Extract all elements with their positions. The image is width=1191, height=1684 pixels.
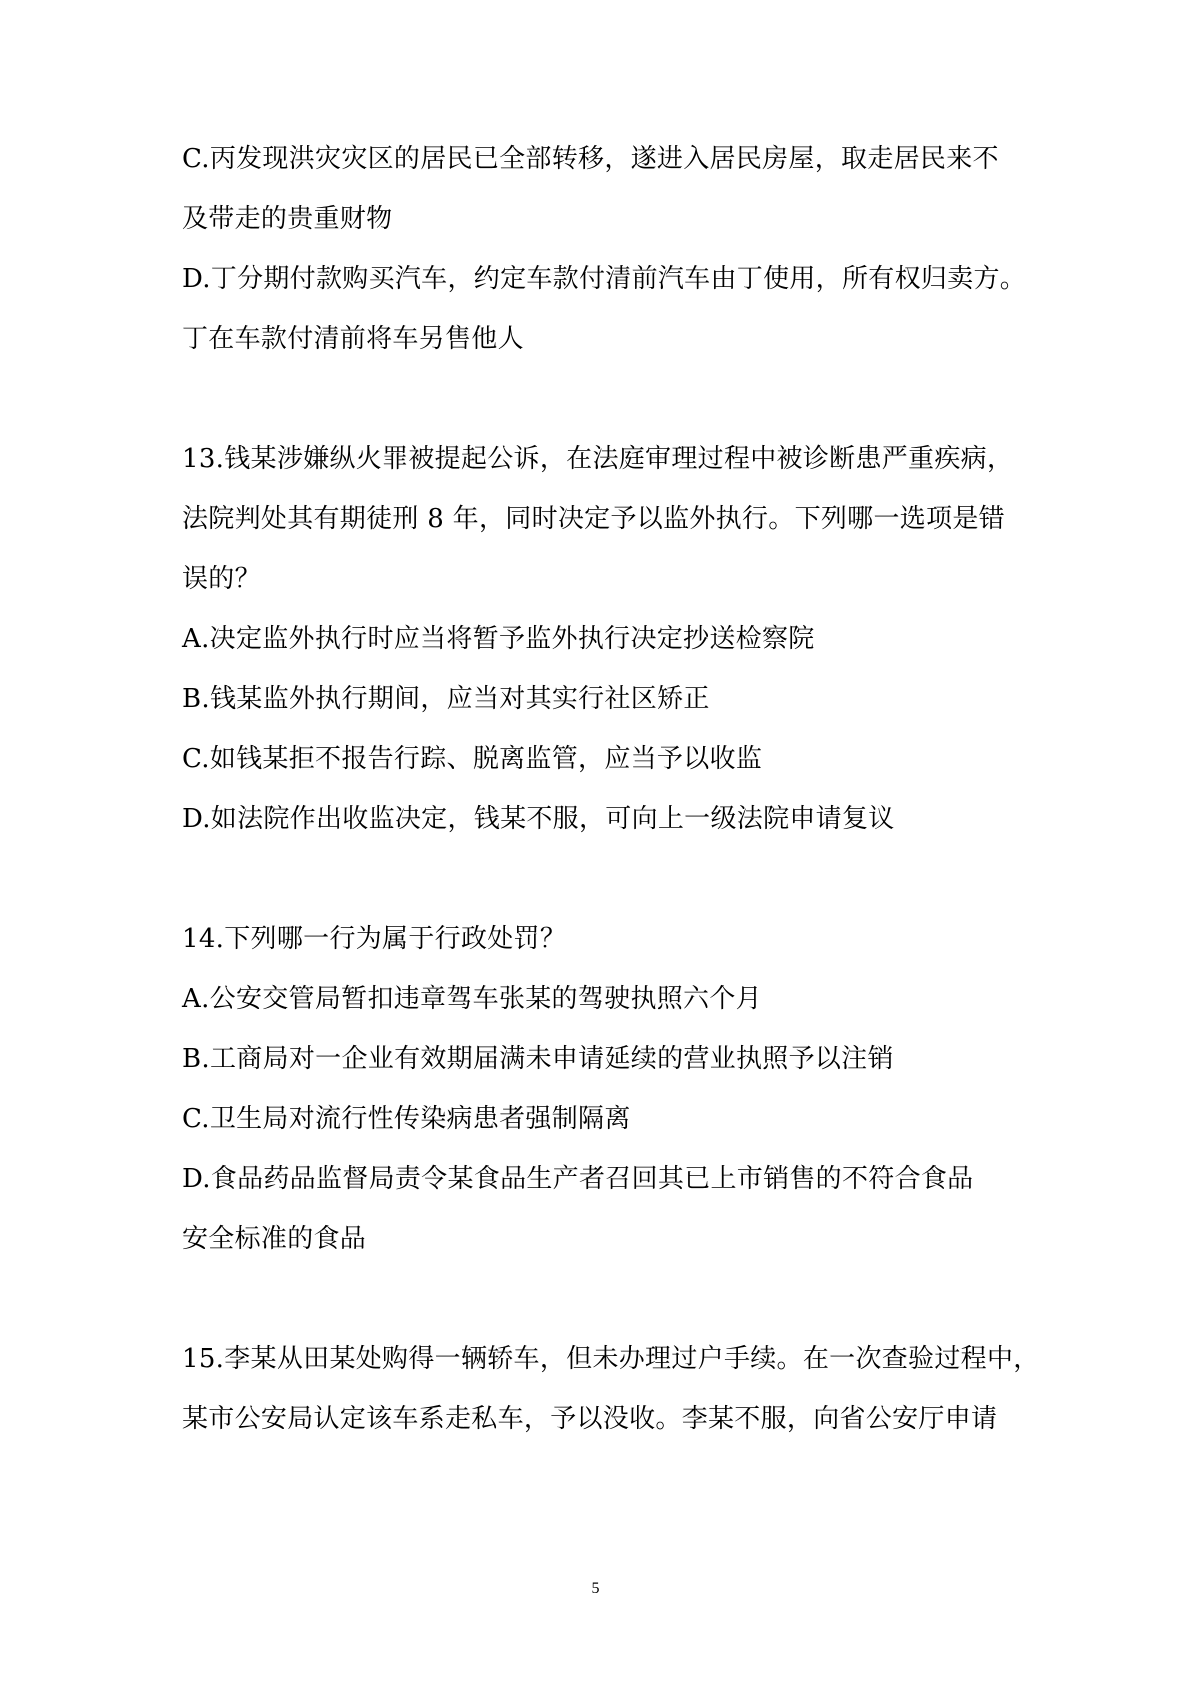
q12-option-d-line2: 丁在车款付清前将车另售他人 [182,324,524,354]
q13-option-d: D.如法院作出收监决定，钱某不服，可向上一级法院申请复议 [182,804,895,834]
q14-option-d-line2: 安全标准的食品 [182,1224,367,1254]
q14-option-a: A.公安交管局暂扣违章驾车张某的驾驶执照六个月 [182,984,762,1014]
q14-option-d-line1: D.食品药品监督局责令某食品生产者召回其已上市销售的不符合食品 [182,1164,974,1194]
q14-option-b: B.工商局对一企业有效期届满未申请延续的营业执照予以注销 [182,1044,894,1074]
q12-option-c-line1: C.丙发现洪灾灾区的居民已全部转移，遂进入居民房屋，取走居民来不 [182,144,999,174]
q14-option-c: C.卫生局对流行性传染病患者强制隔离 [182,1104,631,1134]
q13-stem-line3: 误的？ [182,564,261,594]
q12-option-d-line1: D.丁分期付款购买汽车，约定车款付清前汽车由丁使用，所有权归卖方。 [182,264,1027,294]
q13-option-a: A.决定监外执行时应当将暂予监外执行决定抄送检察院 [182,624,815,654]
q14-stem: 14.下列哪一行为属于行政处罚？ [182,924,567,954]
q13-option-c: C.如钱某拒不报告行踪、脱离监管，应当予以收监 [182,744,763,774]
q13-option-b: B.钱某监外执行期间，应当对其实行社区矫正 [182,684,710,714]
q15-stem-line2: 某市公安局认定该车系走私车，予以没收。李某不服，向省公安厅申请 [182,1404,998,1434]
q13-stem-line2: 法院判处其有期徒刑 8 年，同时决定予以监外执行。下列哪一选项是错 [182,504,1005,534]
q12-option-c-line2: 及带走的贵重财物 [182,204,393,234]
q13-stem-line1: 13.钱某涉嫌纵火罪被提起公诉，在法庭审理过程中被诊断患严重疾病， [182,444,1014,474]
q15-stem-line1: 15.李某从田某处购得一辆轿车，但未办理过户手续。在一次查验过程中， [182,1344,1040,1374]
page-number: 5 [591,1580,600,1597]
